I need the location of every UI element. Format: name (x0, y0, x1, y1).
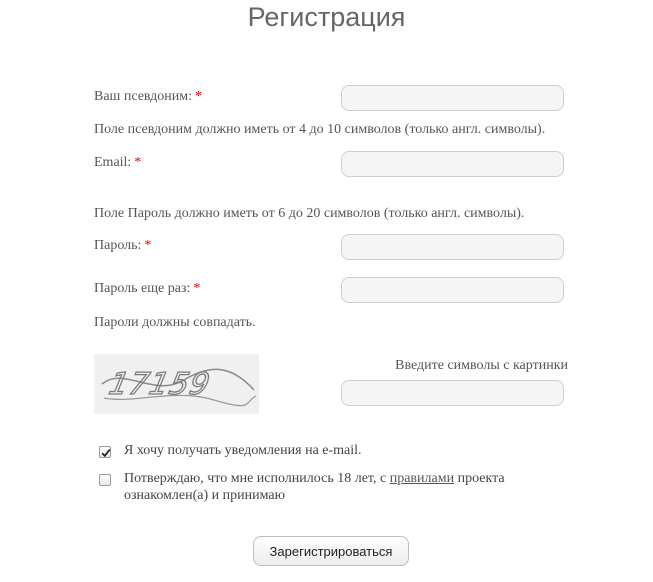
page-title: Регистрация (247, 2, 406, 32)
email-input[interactable] (341, 151, 564, 177)
password-label-row (94, 238, 151, 254)
captcha-graphic (94, 354, 259, 414)
notifications-label: Я хочу получать уведомления на e-mail. (124, 443, 362, 458)
required-mark: * (195, 89, 203, 104)
age-confirm-text-end: проекта (454, 471, 505, 486)
password-repeat-label: Пароль еще раз: (94, 281, 191, 296)
rules-link[interactable]: правилами (389, 471, 455, 486)
age-confirm-checkbox[interactable] (99, 474, 111, 486)
password-input[interactable] (341, 234, 564, 260)
email-label: Email: (94, 155, 132, 170)
password-repeat-input[interactable] (341, 277, 564, 303)
required-mark: * (144, 238, 152, 253)
password-hint: Поле Пароль должно иметь от 6 до 20 символов (только англ. символы). (94, 206, 525, 221)
captcha-code: 17159 (105, 367, 214, 402)
nickname-input[interactable] (341, 85, 564, 111)
nickname-label: Ваш псевдоним: (94, 89, 193, 104)
required-mark: * (134, 155, 142, 170)
age-confirm-text-line2: ознакомлен(а) и принимаю (124, 488, 286, 503)
captcha-input[interactable] (341, 380, 564, 406)
nickname-hint: Поле псевдоним должно иметь от 4 до 10 символов (только англ. символы). (94, 122, 546, 137)
email-label-row (94, 155, 141, 171)
password-repeat-label-row (94, 281, 200, 297)
password-label: Пароль: (94, 238, 142, 253)
notifications-checkbox[interactable] (99, 446, 111, 458)
age-confirm-label (124, 470, 505, 504)
required-mark: * (193, 281, 201, 296)
age-confirm-text-start: Потверждаю, что мне исполнилось 18 лет, с (124, 471, 390, 486)
nickname-label-row (94, 89, 202, 105)
password-repeat-hint: Пароли должны совпадать. (94, 315, 256, 330)
register-button[interactable]: Зарегистрироваться (253, 536, 409, 566)
checkmark-icon (100, 447, 112, 459)
captcha-label: Введите символы с картинки (395, 358, 568, 373)
captcha-image (94, 354, 259, 414)
